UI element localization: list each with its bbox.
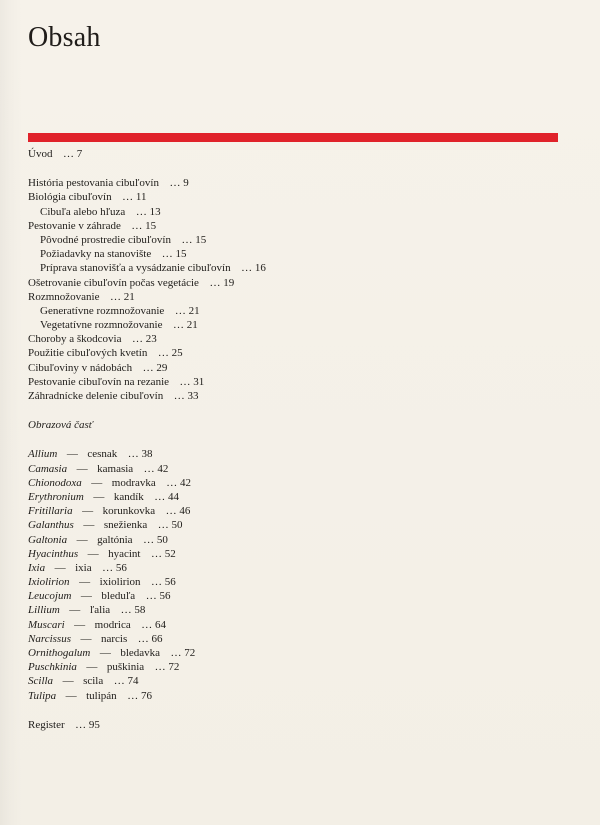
species-latin-name: Tulipa xyxy=(28,689,57,702)
species-common-name: modravka xyxy=(111,476,156,489)
species-entry-11 xyxy=(28,603,556,617)
toc-leader: … xyxy=(172,319,184,332)
toc-entry-label: Úvod xyxy=(28,148,53,160)
species-latin-name: Leucojum xyxy=(28,590,72,603)
toc-leader: … xyxy=(165,505,177,518)
toc-entry-main-5 xyxy=(28,247,556,261)
species-page-number: 72 xyxy=(184,647,196,659)
species-common-name: hyacint xyxy=(108,547,141,560)
species-dash: — xyxy=(80,632,92,645)
species-dash: — xyxy=(83,519,95,532)
species-page-number: 38 xyxy=(141,448,153,461)
toc-leader: … xyxy=(127,689,139,702)
species-common-name: ľalia xyxy=(89,604,111,617)
toc-leader: … xyxy=(181,233,193,246)
species-entry-12 xyxy=(28,618,556,632)
species-entry-17 xyxy=(28,689,556,703)
species-common-name: kandík xyxy=(113,490,144,503)
species-page-number: 44 xyxy=(168,490,180,503)
toc-leader: … xyxy=(113,675,125,688)
species-dash: — xyxy=(91,476,103,489)
species-latin-name: Narcissus xyxy=(28,632,71,645)
toc-entry-main-13 xyxy=(28,361,556,375)
species-latin-name: Scilla xyxy=(28,675,54,688)
species-dash: — xyxy=(69,604,81,617)
species-dash: — xyxy=(99,647,111,659)
species-common-name: snežienka xyxy=(103,519,148,532)
illustrated-section-title: Obrazová časť xyxy=(28,419,93,432)
species-page-number: 50 xyxy=(171,519,183,532)
toc-entry-main-10 xyxy=(28,318,556,332)
toc-leader: … xyxy=(143,533,155,546)
toc-leader: … xyxy=(173,390,185,402)
species-entry-10 xyxy=(28,589,556,603)
toc-leader: … xyxy=(170,647,182,659)
toc-entry-main-9 xyxy=(28,304,556,318)
species-entry-15 xyxy=(28,660,556,674)
species-common-name: ixiolirion xyxy=(99,576,141,589)
toc-entry-label: Ošetrovanie cibuľovín počas vegetácie xyxy=(28,276,199,289)
toc-leader: … xyxy=(209,276,221,289)
species-latin-name: Muscari xyxy=(28,618,65,631)
toc-entry-main-11 xyxy=(28,332,556,346)
toc-leader: … xyxy=(143,462,155,475)
toc-leader: … xyxy=(145,590,157,603)
species-page-number: 42 xyxy=(180,476,192,489)
species-dash: — xyxy=(93,490,105,503)
toc-entry-label: Použitie cibuľových kvetín xyxy=(28,347,148,360)
toc-entry-main-1 xyxy=(28,190,556,204)
toc-entry-main-3 xyxy=(28,219,556,233)
toc-leader: … xyxy=(142,361,154,374)
table-of-contents xyxy=(28,147,556,732)
species-entry-4 xyxy=(28,504,556,518)
toc-entry-page: 21 xyxy=(186,319,198,332)
species-latin-name: Lillium xyxy=(28,604,60,617)
toc-leader: … xyxy=(166,476,178,489)
toc-leader: … xyxy=(137,632,149,645)
toc-entry-main-8 xyxy=(28,290,556,304)
toc-entry-label: Cibuľoviny v nádobách xyxy=(28,361,133,374)
toc-entry-main-2 xyxy=(28,205,556,219)
toc-entry-page: 31 xyxy=(193,375,205,388)
species-entry-0 xyxy=(28,447,556,461)
toc-leader: … xyxy=(157,347,169,360)
species-latin-name: Galtonia xyxy=(28,533,68,546)
species-common-name: korunkovka xyxy=(102,505,156,518)
toc-entry-page: 95 xyxy=(88,718,100,731)
toc-entry-label: Choroby a škodcovia xyxy=(28,333,122,346)
species-page-number: 64 xyxy=(154,618,166,631)
species-latin-name: Ixia xyxy=(28,561,46,574)
species-common-name: bledavka xyxy=(120,647,161,659)
section-gap xyxy=(28,161,556,176)
toc-entry-label: Záhradnícke delenie cibuľovín xyxy=(28,390,164,402)
species-page-number: 76 xyxy=(140,689,152,702)
toc-entry-main-6 xyxy=(28,261,556,275)
species-page-number: 74 xyxy=(127,675,139,688)
toc-leader: … xyxy=(174,304,186,317)
species-common-name: cesnak xyxy=(87,448,118,461)
toc-entry-label: Biológia cibuľovín xyxy=(28,191,112,204)
species-dash: — xyxy=(86,661,98,674)
toc-leader: … xyxy=(179,375,191,388)
toc-leader: … xyxy=(141,618,153,631)
species-page-number: 58 xyxy=(134,604,146,617)
toc-entry-label: Generatívne rozmnožovanie xyxy=(40,304,165,317)
species-common-name: tulipán xyxy=(86,689,117,702)
toc-entry-page: 13 xyxy=(149,205,161,218)
species-latin-name: Allium xyxy=(28,448,58,461)
toc-leader: … xyxy=(122,191,134,204)
toc-entry-label: Cibuľa alebo hľuza xyxy=(40,205,126,218)
toc-entry-label: Príprava stanovišťa a vysádzanie cibuľovín xyxy=(40,262,231,275)
species-common-name: narcis xyxy=(101,632,128,645)
species-dash: — xyxy=(66,448,78,461)
toc-entry-label: Pestovanie cibuľovín na rezanie xyxy=(28,375,170,388)
toc-leader: … xyxy=(154,661,166,674)
toc-entry-page: 9 xyxy=(183,177,189,190)
toc-entry-label: Pôvodné prostredie cibuľovín xyxy=(40,233,171,246)
section-gap xyxy=(28,403,556,418)
species-entry-5 xyxy=(28,518,556,532)
toc-leader: … xyxy=(109,290,121,303)
toc-entry-page: 19 xyxy=(223,276,235,289)
toc-leader: … xyxy=(120,604,132,617)
toc-entry-page: 25 xyxy=(171,347,183,360)
toc-entry-page: 21 xyxy=(188,304,200,317)
species-entry-6 xyxy=(28,533,556,547)
toc-leader: … xyxy=(135,205,147,218)
toc-leader: … xyxy=(102,561,114,574)
species-latin-name: Fritillaria xyxy=(28,505,73,518)
toc-entry-register xyxy=(28,718,556,732)
species-latin-name: Puschkinia xyxy=(28,661,77,674)
toc-entry-label: Rozmnožovanie xyxy=(28,290,100,303)
species-entry-13 xyxy=(28,632,556,646)
toc-entry-page: 23 xyxy=(145,333,157,346)
page-title: Obsah xyxy=(28,22,101,53)
species-latin-name: Galanthus xyxy=(28,519,74,532)
toc-entry-label: Požiadavky na stanovište xyxy=(40,248,152,261)
toc-entry-intro xyxy=(28,147,556,161)
species-dash: — xyxy=(79,576,91,589)
toc-entry-main-15 xyxy=(28,389,556,403)
species-common-name: ixia xyxy=(75,561,92,574)
species-common-name: modrica xyxy=(94,618,131,631)
species-common-name: kamasia xyxy=(97,462,134,475)
species-dash: — xyxy=(87,547,99,560)
species-page-number: 66 xyxy=(151,632,163,645)
toc-entry-page: 15 xyxy=(175,248,187,261)
toc-entry-page: 15 xyxy=(145,219,157,232)
toc-entry-page: 33 xyxy=(187,390,199,402)
toc-entry-label: História pestovania cibuľovín xyxy=(28,177,159,190)
toc-entry-page: 11 xyxy=(135,191,147,204)
species-entry-8 xyxy=(28,561,556,575)
toc-entry-main-14 xyxy=(28,375,556,389)
toc-entry-main-4 xyxy=(28,233,556,247)
species-page-number: 42 xyxy=(157,462,169,475)
toc-entry-page: 21 xyxy=(123,290,135,303)
species-dash: — xyxy=(80,590,92,603)
species-page-number: 46 xyxy=(179,505,191,518)
species-dash: — xyxy=(82,505,94,518)
toc-leader: … xyxy=(169,177,181,190)
toc-leader: … xyxy=(127,448,139,461)
species-page-number: 56 xyxy=(159,590,171,603)
species-page-number: 52 xyxy=(164,547,176,560)
species-entry-9 xyxy=(28,575,556,589)
species-entry-3 xyxy=(28,490,556,504)
toc-entry-label: Pestovanie v záhrade xyxy=(28,219,121,232)
species-latin-name: Camasia xyxy=(28,462,68,475)
toc-leader: … xyxy=(161,248,173,261)
toc-leader: … xyxy=(241,262,253,275)
toc-leader: … xyxy=(62,148,74,160)
species-common-name: bleduľa xyxy=(101,590,136,603)
section-gap xyxy=(28,432,556,447)
species-entry-14 xyxy=(28,646,556,660)
species-entry-2 xyxy=(28,476,556,490)
title-rule xyxy=(28,133,558,142)
species-dash: — xyxy=(76,462,88,475)
species-latin-name: Ornithogalum xyxy=(28,647,91,659)
toc-entry-main-0 xyxy=(28,176,556,190)
species-dash: — xyxy=(74,618,86,631)
toc-leader: … xyxy=(75,718,87,731)
species-entry-7 xyxy=(28,547,556,561)
species-entry-1 xyxy=(28,462,556,476)
toc-leader: … xyxy=(131,219,143,232)
toc-entry-page: 16 xyxy=(254,262,266,275)
species-latin-name: Chionodoxa xyxy=(28,476,82,489)
species-dash: — xyxy=(76,533,88,546)
species-latin-name: Ixiolirion xyxy=(28,576,70,589)
species-dash: — xyxy=(62,675,74,688)
toc-leader: … xyxy=(151,576,163,589)
toc-entry-page: 29 xyxy=(156,361,168,374)
toc-entry-page: 7 xyxy=(76,148,83,160)
species-page-number: 56 xyxy=(164,576,176,589)
toc-entry-main-7 xyxy=(28,276,556,290)
species-common-name: puškinia xyxy=(106,661,145,674)
species-page-number: 56 xyxy=(115,561,127,574)
species-page-number: 72 xyxy=(168,661,180,674)
species-dash: — xyxy=(54,561,66,574)
species-latin-name: Hyacinthus xyxy=(28,547,79,560)
toc-entry-label: Vegetatívne rozmnožovanie xyxy=(40,319,163,332)
toc-entry-main-12 xyxy=(28,346,556,360)
toc-entry-page: 15 xyxy=(195,233,207,246)
section-gap xyxy=(28,703,556,718)
toc-leader: … xyxy=(151,547,162,560)
species-entry-16 xyxy=(28,674,556,688)
toc-leader: … xyxy=(154,490,166,503)
species-common-name: galtónia xyxy=(97,533,133,546)
species-dash: — xyxy=(65,689,77,702)
species-latin-name: Erythronium xyxy=(28,490,84,503)
toc-leader: … xyxy=(157,519,169,532)
toc-entry-label: Register xyxy=(28,718,65,731)
toc-leader: … xyxy=(131,333,143,346)
species-page-number: 50 xyxy=(156,533,168,546)
species-common-name: scila xyxy=(83,675,104,688)
